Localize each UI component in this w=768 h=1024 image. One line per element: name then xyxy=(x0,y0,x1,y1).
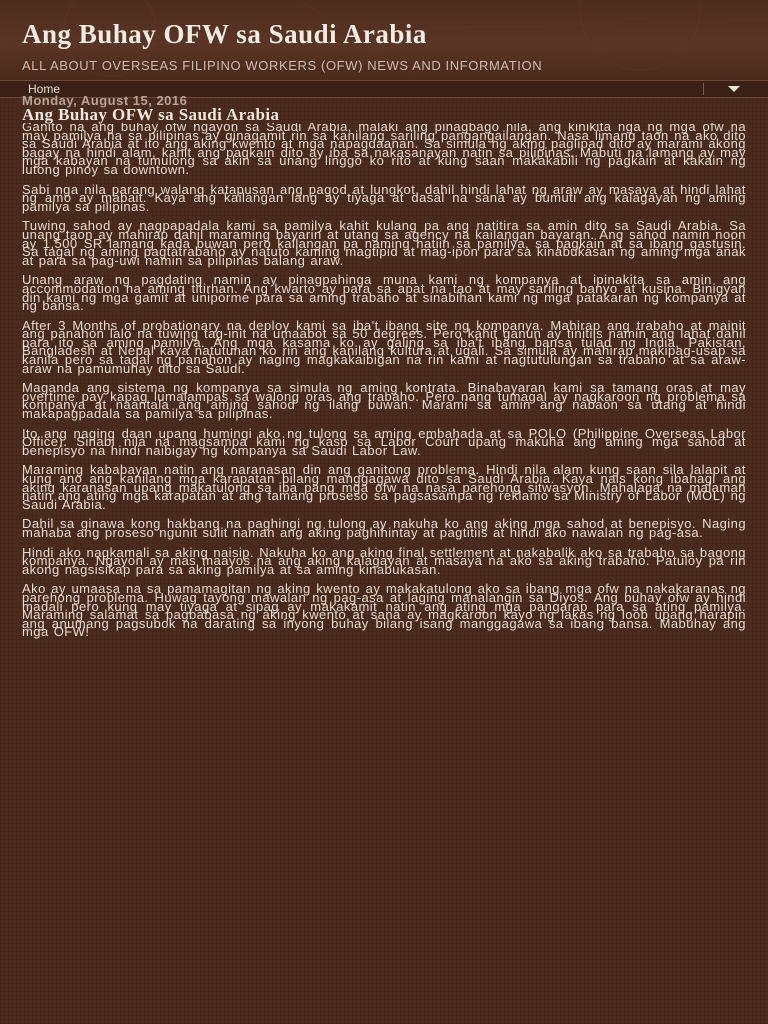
chevron-down-icon[interactable] xyxy=(728,86,740,92)
post-paragraph: Ito ang naging daan upang humingi ako ng tulong sa aming embahada at sa POLO (Philippine Overseas Labor Office). Sinabi nila na magsampa kami ng kaso sa Labor Court upang makuha ang aming mga sahod at benepisyo na hindi naibigay ng kompanya sa Saudi Labor Law. xyxy=(22,425,746,458)
post-date: Monday, August 15, 2016 xyxy=(22,93,188,108)
post-paragraph: Maganda ang sistema ng kompanya sa simula ng aming kontrata. Binabayaran kami sa tamang oras at may overtime pay kapag lumalampas sa walong oras ang trabaho. Pero nang tumagal ay nagkaroon ng problema sa kompanya at naantala ang aming sahod ng ilang buwan. Marami sa amin ang nabaon sa utang at hindi makapagpadala sa pamilya sa pilipinas. xyxy=(22,380,746,422)
nav-home-link[interactable]: Home xyxy=(28,82,61,96)
post-paragraph: Ako ay umaasa na sa pamamagitan ng aking kwento ay makakatulong ako sa ibang mga ofw na nakakaranas ng parehong problema. Huwag tayong mawalan ng pag-asa at laging manalangin sa Diyos. Ang buhay ofw ay hindi madali pero kung may tiyaga at sipag ay makakamit natin ang ating mga pangarap para sa ating pamilya. Maraming salamat sa pagbabasa ng aking kwento at sana ay magkaroon kayo ng lakas ng loob upang harapin ang anumang pagsubok na darating sa inyong buhay bilang isang manggagawa sa ibang bansa. Mabuhay ang mga OFW! xyxy=(22,581,746,640)
blog-header xyxy=(0,0,768,82)
post-paragraph: Unang araw ng pagdating namin ay pinagpahinga muna kami ng kompanya at ipinakita sa amin ang accommodation na aming titirhan. Ang kwarto ay para sa apat na tao at may sariling banyo at kusina. Binigyan din kami ng mga gamit at uniporme para sa aming trabaho at sinabihan kami ng mga patakaran ng kompanya at ng bansa. xyxy=(22,272,746,314)
post-paragraph: Hindi ako nagkamali sa aking naisip. Nakuha ko ang aking final settlement at nakabalik ako sa trabaho sa bagong kompanya. Ngayon ay mas maayos na ang aking kalagayan at masaya na ako sa aking trabaho. Patuloy pa rin akong nagsisikap para sa aking pamilya at sa aming kinabukasan. xyxy=(22,544,746,577)
post-paragraph: Dahil sa ginawa kong hakbang na paghingi ng tulong ay nakuha ko ang aking mga sahod at benepisyo. Naging mahaba ang proseso ngunit sulit naman ang aking paghihintay at pagtitiis at hindi ako nawalan ng pag-asa. xyxy=(22,516,746,540)
post-body xyxy=(22,123,746,1021)
blog-title[interactable]: Ang Buhay OFW sa Saudi Arabia xyxy=(22,19,427,49)
post-paragraph: Tuwing sahod ay nagpapadala kami sa pamilya kahit kulang pa ang natitira sa amin dito sa Saudi Arabia. Sa unang taon ay mahirap dahil maraming bayarin at utang sa agency na kailangan bayaran. Ang sahod namin noon ay 1,500 SR lamang kada buwan pero kailangan pa naming hatiin sa pamilya, sa pagkain at sa ibang gastusin. Sa tagal ng aming pagtatrabaho ay natuto kaming magtipid at mag-ipon para sa kinabukasan ng aming mga anak at para sa pag-uwi namin sa pilipinas balang araw. xyxy=(22,218,746,268)
post-paragraph: Sabi nga nila parang walang katapusan ang pagod at lungkot, dahil hindi lahat ng araw ay masaya at hindi lahat ng amo ay mabait. Kaya ang kailangan lang ay tiyaga at dasal na sana ay bumuti ang kalagayan ng aming pamilya sa pilipinas. xyxy=(22,181,746,214)
nav-divider xyxy=(703,83,704,95)
blog-description: ALL ABOUT OVERSEAS FILIPINO WORKERS (OFW) NEWS AND INFORMATION xyxy=(22,58,543,73)
post-title[interactable]: Ang Buhay OFW sa Saudi Arabia xyxy=(22,105,280,124)
post-paragraph: Ganito na ang buhay ofw ngayon sa Saudi Arabia, malaki ang pinagbago nila, ang kinikita nga ng mga ofw na may pamilya na sa pilipinas ay ginagamit rin sa kanilang sariling pangangailangan. Nasa limang taon na ako dito sa Saudi Arabia at ito ang aking kwento at mga napagdaanan. Sa simula ng aking paglipad dito ay marami akong bagay na hindi alam, kahit ang pagkain dito ay iba sa nakasanayan natin sa pilipinas. Mabuti na lamang ay may mga kabayan na tumulong sa akin sa unang linggo ko rito at kung saan makakabili ng pagkain at kakain ng lutong pinoy sa downtown. xyxy=(22,123,746,177)
post-paragraph: Maraming kababayan natin ang naranasan din ang ganitong problema. Hindi nila alam kung saan sila lalapit at kung ano ang kanilang mga karapatan bilang manggagawa dito sa Saudi Arabia. Kaya nais kong ibahagi ang aking karanasan upang makatulong sa iba pang mga ofw na nasa parehong sitwasyon. Mahalaga na malaman natin ang ating mga karapatan at ang tamang proseso sa pagsasampa ng reklamo sa Ministry of Labor (MOL) ng Saudi Arabia. xyxy=(22,462,746,512)
post-paragraph: After 3 Months of probationary na deploy kami sa iba't ibang site ng kompanya. Mahirap ang trabaho at mainit ang panahon lalo na tuwing tag-init na umaabot sa 50 degrees. Pero kahit ganun ay tinitiis namin ang lahat dahil para ito sa aming pamilya. Ang mga kasama ko ay galing sa iba't ibang bansa tulad ng India, Pakistan, Bangladesh at Nepal kaya natutunan ko rin ang kanilang kultura at ugali. Sa simula ay mahirap makipag-usap sa kanila pero sa tagal ng panahon ay naging magkakaibigan na rin kami at nagtutulungan sa trabaho at sa araw-araw na pamumuhay dito sa Saudi. xyxy=(22,317,746,376)
